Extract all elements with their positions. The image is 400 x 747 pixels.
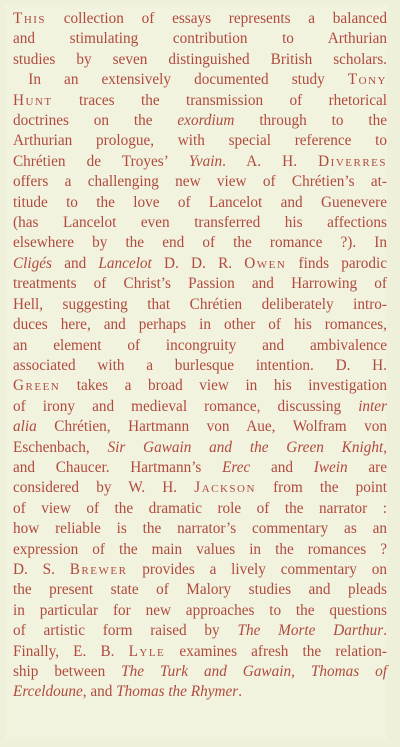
book-blurb-page [5,4,387,739]
text-line: elsewhere by the end of the romance ?). In [13,234,387,252]
text-line: Green takes a broad view in his investigation [13,377,387,395]
text-line: Chrétien de Troyes’ Yvain. A. H. Diverres [13,152,387,170]
italic-title: alia [13,418,37,436]
author-name: Green [13,377,61,395]
text-line: expression of the main values in the romances ? [13,540,387,558]
text-line: Eschenbach, Sir Gawain and the Green Knight, [13,438,387,456]
italic-title: exordium [177,112,235,130]
italic-title: The Turk and Gawain [121,663,292,680]
italic-title: Erceldoune [13,683,83,701]
italic-title: Cligés [13,254,52,272]
text-line: duces here, and perhaps in other of his romances, [13,316,387,334]
text-line: how reliable is the narrator’s commentary as an [13,520,387,538]
author-name: Jackson [194,479,256,497]
text-line: This collection of essays represents a balanced [13,10,387,27]
text-line: Cligés and Lancelot D. D. R. Owen finds parodic [13,254,387,272]
italic-title: Thomas of [310,663,388,680]
text-line: considered by W. H. Jackson from the point [13,479,388,497]
text-line: D. S. Brewer provides a lively commentary on [13,560,387,578]
text-line: ship between The Turk and Gawain, Thomas of [13,663,388,680]
text-line: In an extensively documented study Tony [13,71,387,89]
text-line: Hunt traces the transmission of rhetorical [13,91,387,109]
text-line: doctrines on the exordium through to the [13,112,387,130]
author-name: Hunt [13,91,53,109]
text-line: in particular for new approaches to the questions [13,601,387,619]
text-line: Finally, E. B. Lyle examines afresh the relation- [13,642,387,660]
italic-title: inter [358,397,387,415]
italic-title: Thomas the Rhymer [116,683,239,701]
text-line: (has Lancelot even transferred his affections [13,214,387,232]
text-line: an element of incongruity and ambivalence [13,336,387,354]
text-line: and stimulating contribution to Arthurian [13,30,387,48]
text-line: Hell, suggesting that Chrétien deliberately intro- [13,295,387,313]
italic-title: The Morte Darthur [237,622,384,640]
author-name: Lyle [128,642,166,660]
italic-title: Lancelot [98,254,152,272]
text-line: Erceldoune, and Thomas the Rhymer. [13,683,243,701]
text-line: titude to the love of Lancelot and Guenevere [13,193,387,211]
italic-title: Erec [222,458,251,476]
text-line: of irony and medieval romance, discussing inter [13,397,387,415]
text-line: the present state of Malory studies and pleads [13,581,387,599]
text-line: and Chaucer. Hartmann’s Erec and Iwein are [13,458,387,476]
author-name: Tony [347,71,387,89]
author-name: Brewer [69,560,128,578]
blurb-text [13,9,387,703]
italic-title: Sir Gawain and the Green Knight [107,438,384,456]
author-name: Owen [244,254,287,272]
text-line: Arthurian prologue, with special reference to [13,132,387,150]
text-line: of artistic form raised by The Morte Darthur. [13,622,387,640]
italic-title: Iwein [313,458,348,476]
text-line: alia Chrétien, Hartmann von Aue, Wolfram von [13,418,387,436]
text-line: offers a challenging new view of Chrétien’s at- [13,173,387,191]
text-line: associated with a burlesque intention. D. H. [13,356,387,374]
italic-title: Yvain [188,152,223,170]
text-line: treatments of Christ’s Passion and Harrowing of [13,275,387,293]
author-name: Diverres [318,152,387,170]
text-line: studies by seven distinguished British scholars. [13,50,387,68]
author-name: This [13,10,47,27]
text-line: of view of the dramatic role of the narrator : [13,499,387,517]
